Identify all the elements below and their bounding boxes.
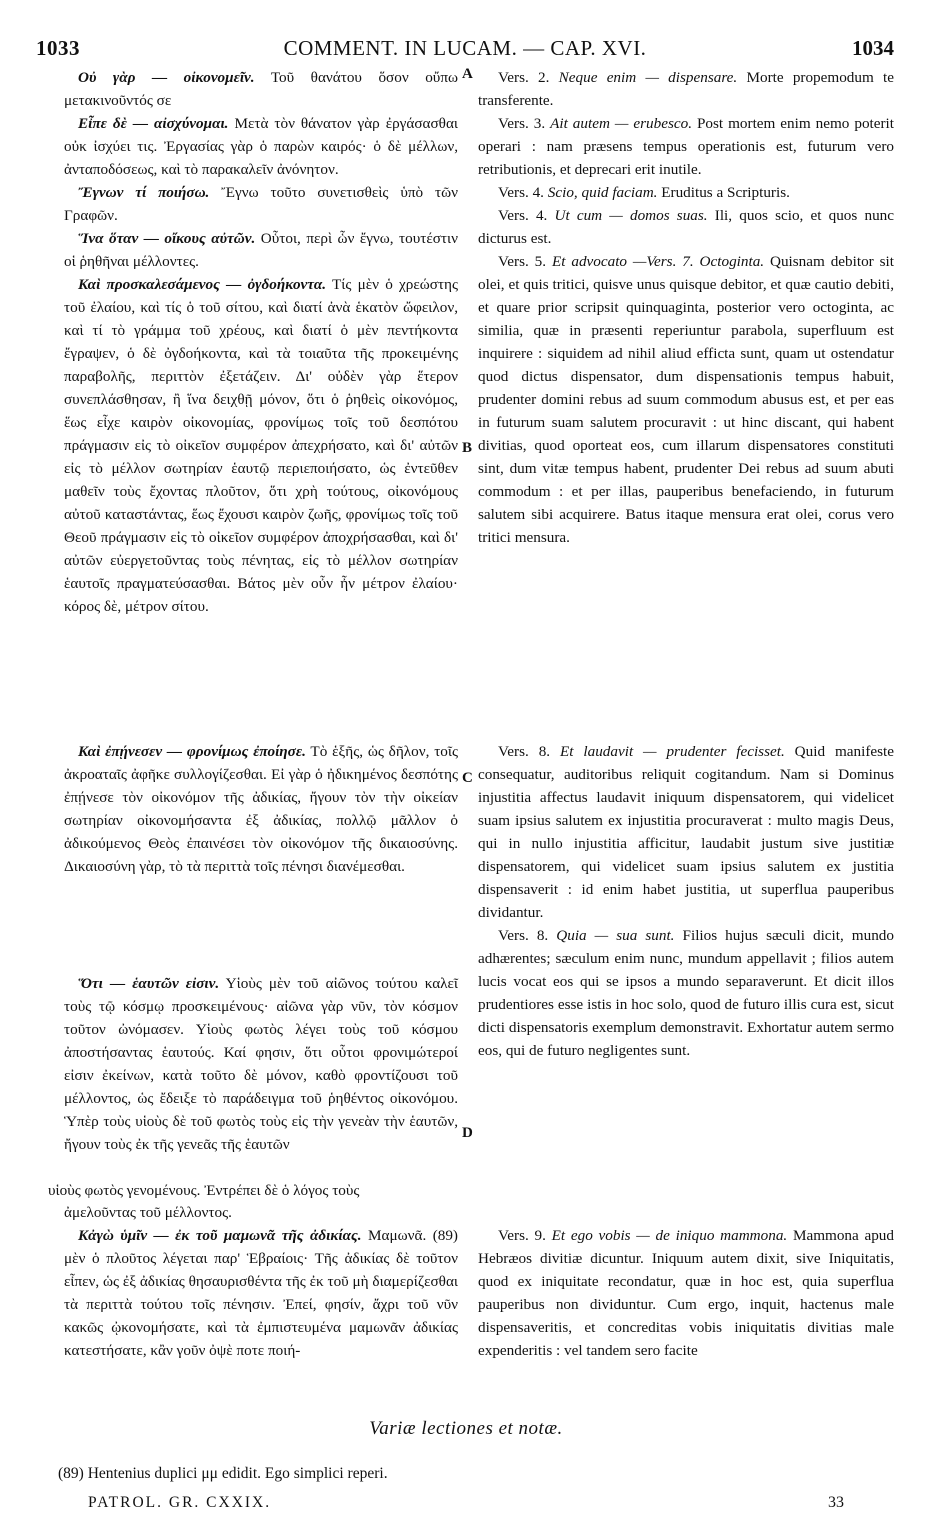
latin-lemma: Et ego vobis — de iniquo mammona. xyxy=(551,1227,788,1244)
verse-ref: Vers. 2. xyxy=(498,69,559,86)
greek-lemma: Οὐ γὰρ — οἰκονομεῖν. xyxy=(78,69,255,86)
latin-section-1 xyxy=(478,66,894,549)
greek-continuation: ἀμελοῦντας τοῦ μέλλοντος. xyxy=(64,1204,232,1221)
latin-paragraph xyxy=(478,112,894,181)
verse-ref: Vers. 8. xyxy=(498,927,557,944)
margin-marker-d: D xyxy=(462,1125,473,1141)
latin-lemma: Neque enim — dispensare. xyxy=(558,69,738,86)
latin-commentary: Eruditus a Scripturis. xyxy=(657,184,790,201)
latin-paragraph xyxy=(478,1224,894,1362)
latin-commentary: Mammona apud Hebræos divitiæ dicuntur. Iniquum autem dixit, sive Iniquitatis, quod ex iniquitate recondatur, quæ in hoc est, quia superflua pauperibus non dividuntur. Cum ergo, inquit, hactenus male dispensaveritis, et concreditas vobis iniquitatis divitias male expenderitis : vel tandem sero facite xyxy=(478,1227,894,1359)
latin-paragraph xyxy=(478,740,894,924)
verse-ref: Vers. 9. xyxy=(498,1227,552,1244)
greek-paragraph xyxy=(64,273,458,618)
greek-commentary: Υἱοὺς μὲν τοῦ αἰῶνος τούτου καλεῖ τοὺς τῷ κόσμῳ προσκειμένους· αἰῶνα γὰρ νῦν, τὸν κόσμον τοῦτον ὠνόμασεν. Υἱοὺς φωτὸς λέγει τοὺς τοῦ κόσμου ἀποστήσαντας ἑαυτούς. Καί φησιν, ὅτι οὗτοι φρονιμώτεροί εἰσιν ἐκείνων, κατὰ τοῦτο δὲ μόνον, καθὸ φροντίζουσι τοῦ μέλλοντος, ὡς ἔδειξε τὸ παράδειγμα τοῦ ῥηθέντος οἰκονόμου. Ὑπὲρ τοὺς υἱοὺς δὲ τοῦ φωτὸς τοὺς εἰς τὴν γενεὰν τὴν ἑαυτῶν, ἤγουν τοὺς ἐκ τῆς γενεᾶς τῆς ἑαυτῶν xyxy=(64,975,458,1153)
verse-ref: Vers. 4. xyxy=(498,207,555,224)
greek-lemma: Καὶ ἐπῄνεσεν — φρονίμως ἐποίησε. xyxy=(78,743,306,760)
latin-lemma: Et laudavit — prudenter fecisset. xyxy=(559,743,785,760)
latin-section-2 xyxy=(478,740,894,1062)
latin-commentary: Filios hujus sæculi dicit, mundo adhærentes; sæculum enim nunc, mundum appellavit ; filios autem lucis vocat eos qui se ipsos a mundo separaverunt. Et dicit illos prudentiores esse istis in hoc solo, quod de futuro illis cura est, sicut dicti dispensatoris exemplum demonstravit. Exhortatur autem sermo eos, qui de futuro negligentes sunt. xyxy=(478,927,894,1059)
latin-commentary: Ili, quos scio, et quos nunc dicturus est. xyxy=(478,207,894,247)
greek-commentary: Οὗτοι, περὶ ὧν ἔγνω, τουτέστιν οἱ ῥηθῆναι μέλλοντες. xyxy=(64,230,458,270)
running-title: COMMENT. IN LUCAM. — CAP. XVI. xyxy=(283,36,647,60)
latin-lemma: Quia — sua sunt. xyxy=(556,927,675,944)
greek-paragraph xyxy=(64,740,458,878)
latin-lemma: Scio, quid faciam. xyxy=(547,184,658,201)
notes-heading: Variæ lectiones et notæ. xyxy=(369,1418,563,1439)
greek-lemma: Καὶ προσκαλεσάμενος — ὀγδοήκοντα. xyxy=(78,276,327,293)
greek-paragraph xyxy=(64,66,458,112)
greek-lemma: Κἀγὼ ὑμῖν — ἐκ τοῦ μαμωνᾶ τῆς ἀδικίας. xyxy=(78,1227,362,1244)
latin-commentary: Morte propemodum te transferente. xyxy=(478,69,894,109)
verse-ref: Vers. 8. xyxy=(498,743,560,760)
greek-lemma: Ἔγνων τί ποιήσω. xyxy=(78,184,210,201)
greek-section-4 xyxy=(64,1201,458,1362)
margin-marker-c: C xyxy=(462,770,473,786)
greek-section-1 xyxy=(64,66,458,618)
verse-ref: Vers. 5. xyxy=(498,253,552,270)
greek-section-2 xyxy=(64,740,458,878)
greek-commentary: Τοῦ θανάτου ὅσον οὔπω μετακινοῦντός σε xyxy=(64,69,458,109)
latin-paragraph xyxy=(478,181,894,204)
greek-paragraph xyxy=(64,972,458,1156)
greek-paragraph xyxy=(64,181,458,227)
latin-lemma: Et advocato —Vers. 7. Octoginta. xyxy=(551,253,765,270)
footnote-89: (89) Hentenius duplici μμ edidit. Ego simplici reperi. xyxy=(58,1465,388,1482)
greek-lemma: Ὅτι — ἑαυτῶν εἰσιν. xyxy=(78,975,220,992)
signature-number: 33 xyxy=(828,1494,844,1511)
page-number-left: 1033 xyxy=(36,36,80,60)
verse-ref: Vers. 3. xyxy=(498,115,551,132)
latin-commentary: Post mortem enim nemo poterit operari : nam præsens tempus operationis est, futurum vero retributionis, et deprecari erit inutile. xyxy=(478,115,894,178)
latin-commentary: Quid manifeste consequatur, auditoribus reliquit cogitandum. Nam si Dominus injustitia affectus laudavit iniquum dispensatorem, qui videlicet suam ipsius salutem ex injustitia procuraverat : multo magis Deus, qui in nullo injustitia afficitur, laudabit justum sive justitiæ dispensatorem, qui videlicet suam ipsius salutem ex justitia dispensaverit : id enim habet justitia, ut superflua pauperibus dividantur. xyxy=(478,743,894,921)
latin-section-3 xyxy=(478,1224,894,1362)
greek-lemma: Ἵνα ὅταν — οἴκους αὐτῶν. xyxy=(78,230,256,247)
greek-paragraph xyxy=(64,1224,458,1362)
greek-spanning-line: υἱοὺς φωτὸς γενομένους. Ἐντρέπει δὲ ὁ λόγος τοὺς xyxy=(48,1182,360,1199)
greek-commentary: Ἔγνω τοῦτο συνετισθεὶς ὑπὸ τῶν Γραφῶν. xyxy=(64,184,458,224)
latin-paragraph xyxy=(478,924,894,1062)
greek-commentary: Τὸ ἑξῆς, ὡς δῆλον, τοῖς ἀκροαταῖς ἀφῆκε συλλογίζεσθαι. Εἰ γὰρ ὁ ἠδικημένος δεσπότης ἐπῄνεσε τὸν οἰκονόμον τῆς ἀδικίας, ἤγουν τὸν τὴν οἰκείαν σωτηρίαν οἰκονομήσαντα ἐξ ἀδικίας, πολλῷ μᾶλλον ὁ ἀδικούμενος Θεὸς ἐπαινέσει τὸν οἰκονόμον τῆς δικαιοσύνης. Δικαιοσύνη γὰρ, τὸ τὰ περιττὰ τοῖς πένησι διανέμεσθαι. xyxy=(64,743,458,875)
series-signature: PATROL. GR. CXXIX. xyxy=(88,1494,272,1511)
margin-marker-b: B xyxy=(462,440,473,456)
greek-commentary: Μετὰ τὸν θάνατον γὰρ ἐργάσασθαι οὐκ ἰσχύει τις. Ἐργασίας γὰρ ὁ παρὼν καιρός· ὁ δὲ μέλλων, ἀνταποδόσεως, καὶ τὸ παρακαλεῖν ἀνόνητον. xyxy=(64,115,458,178)
greek-commentary: Τίς μὲν ὁ χρεώστης τοῦ ἐλαίου, καὶ τίς ὁ τοῦ σίτου, καὶ διατί ἀνὰ ἑκατὸν ὤφειλον, καὶ τί τὸ γράμμα τοῦ χρέους, καὶ διατί ὁ μὲν πεντήκοντα ἔγραψεν, ὁ δὲ ὀγδοήκοντα, καὶ τὰ τοιαῦτα τῆς προκειμένης παραβολῆς, περιττὸν ἐξετάζειν. Δι' οὐδὲν γὰρ ἕτερον συνεπλάσθησαν, ἢ ἵνα δειχθῇ μόνον, ὅτι ὁ ῥηθεὶς οἰκονόμος, ἕως εἶχε καιρὸν οἰκονομίας, φρονίμως τοῖς τοῦ δεσπότου πράγμασιν εἰς τὸ οἰκεῖον συμφέρον ἀπεχρήσατο, καὶ δι' αὐτῶν εἰς τὸ μέλλον σωτηρίαν ἑαυτῷ περιεποιήσατο, ὡς ἐντεῦθεν μαθεῖν τοὺς ἔχοντας πλοῦτον, ὅτι χρὴ τούτους, οἰκονόμους αὐτοῦ καταστάντας, ἕως ἔχουσι καιρὸν ζωῆς, φρονίμως τοῖς τοῦ Θεοῦ πράγμασιν εἰς τὸ οἰκεῖον συμφέρον ἀποχρήσασθαι, καὶ δι' αὐτῶν εὐεργετοῦντας τοὺς πένητας, εἰς τὸ μέλλον σωτηρίαν ἑαυτοῖς πραγματεύσασθαι. Βάτος μὲν οὖν ἦν μέτρον ἐλαίου· κόρος δὲ, μέτρον σίτου. xyxy=(64,276,458,615)
latin-commentary: Quisnam debitor sit olei, et quis tritici, quisve unus quisque debitor, et quæ cautio debiti, et quare prior scripsit quinquaginta, posterior vero octoginta, ac similia, quæ in præsenti reperiuntur parabola, superfluum est inquirere : siquidem ad nihil aliud efficta sunt, quam ut ostendatur quod dictus dispensator, dum dispensationis tempus habuit, prudenter domini rebus ad suum commodum abusus est, et per eas in futurum suam salutem procuravit : ut hinc discant, qui habent divitias, quod oporteat eos, cum illarum dispensatores constituti sint, dum vitæ tempus habent, prudenter Dei rebus ad suum abuti commodum : et per illas, pauperibus benefaciendo, in futurum salutem sibi acquirere. Batus itaque mensura erat olei, corus vero tritici mensura. xyxy=(478,253,894,546)
greek-section-3 xyxy=(64,972,458,1156)
latin-paragraph xyxy=(478,66,894,112)
greek-lemma: Εἶπε δὲ — αἰσχύνομαι. xyxy=(78,115,229,132)
latin-lemma: Ait autem — erubesco. xyxy=(550,115,692,132)
latin-paragraph xyxy=(478,250,894,549)
greek-paragraph xyxy=(64,227,458,273)
verse-ref: Vers. 4. xyxy=(498,184,548,201)
margin-marker-a: A xyxy=(462,66,473,82)
latin-paragraph xyxy=(478,204,894,250)
page-number-right: 1034 xyxy=(852,36,894,60)
greek-paragraph xyxy=(64,112,458,181)
latin-lemma: Ut cum — domos suas. xyxy=(554,207,708,224)
running-header xyxy=(36,36,894,62)
greek-commentary: Μαμωνᾶ. (89) μὲν ὁ πλοῦτος λέγεται παρ' Ἑβραίοις· Τῆς ἀδικίας δὲ τοῦτον εἶπεν, ὡς ἐξ ἀδικίας θησαυρισθέντα τῆς ἐκ τοῦ μὴ διαμερίζεσθαι τὰ περιττὰ τούτου τοῖς πένησιν. Ἐπεί, φησίν, ἄχρι τοῦ νῦν κακῶς ᾠκονομήσατε, καὶ τὰ ἐμπιστευμένα μαμωνᾶν ἀδικίας κατεστήσατε, κἂν γοῦν ὀψὲ ποτε ποιή- xyxy=(64,1227,458,1359)
